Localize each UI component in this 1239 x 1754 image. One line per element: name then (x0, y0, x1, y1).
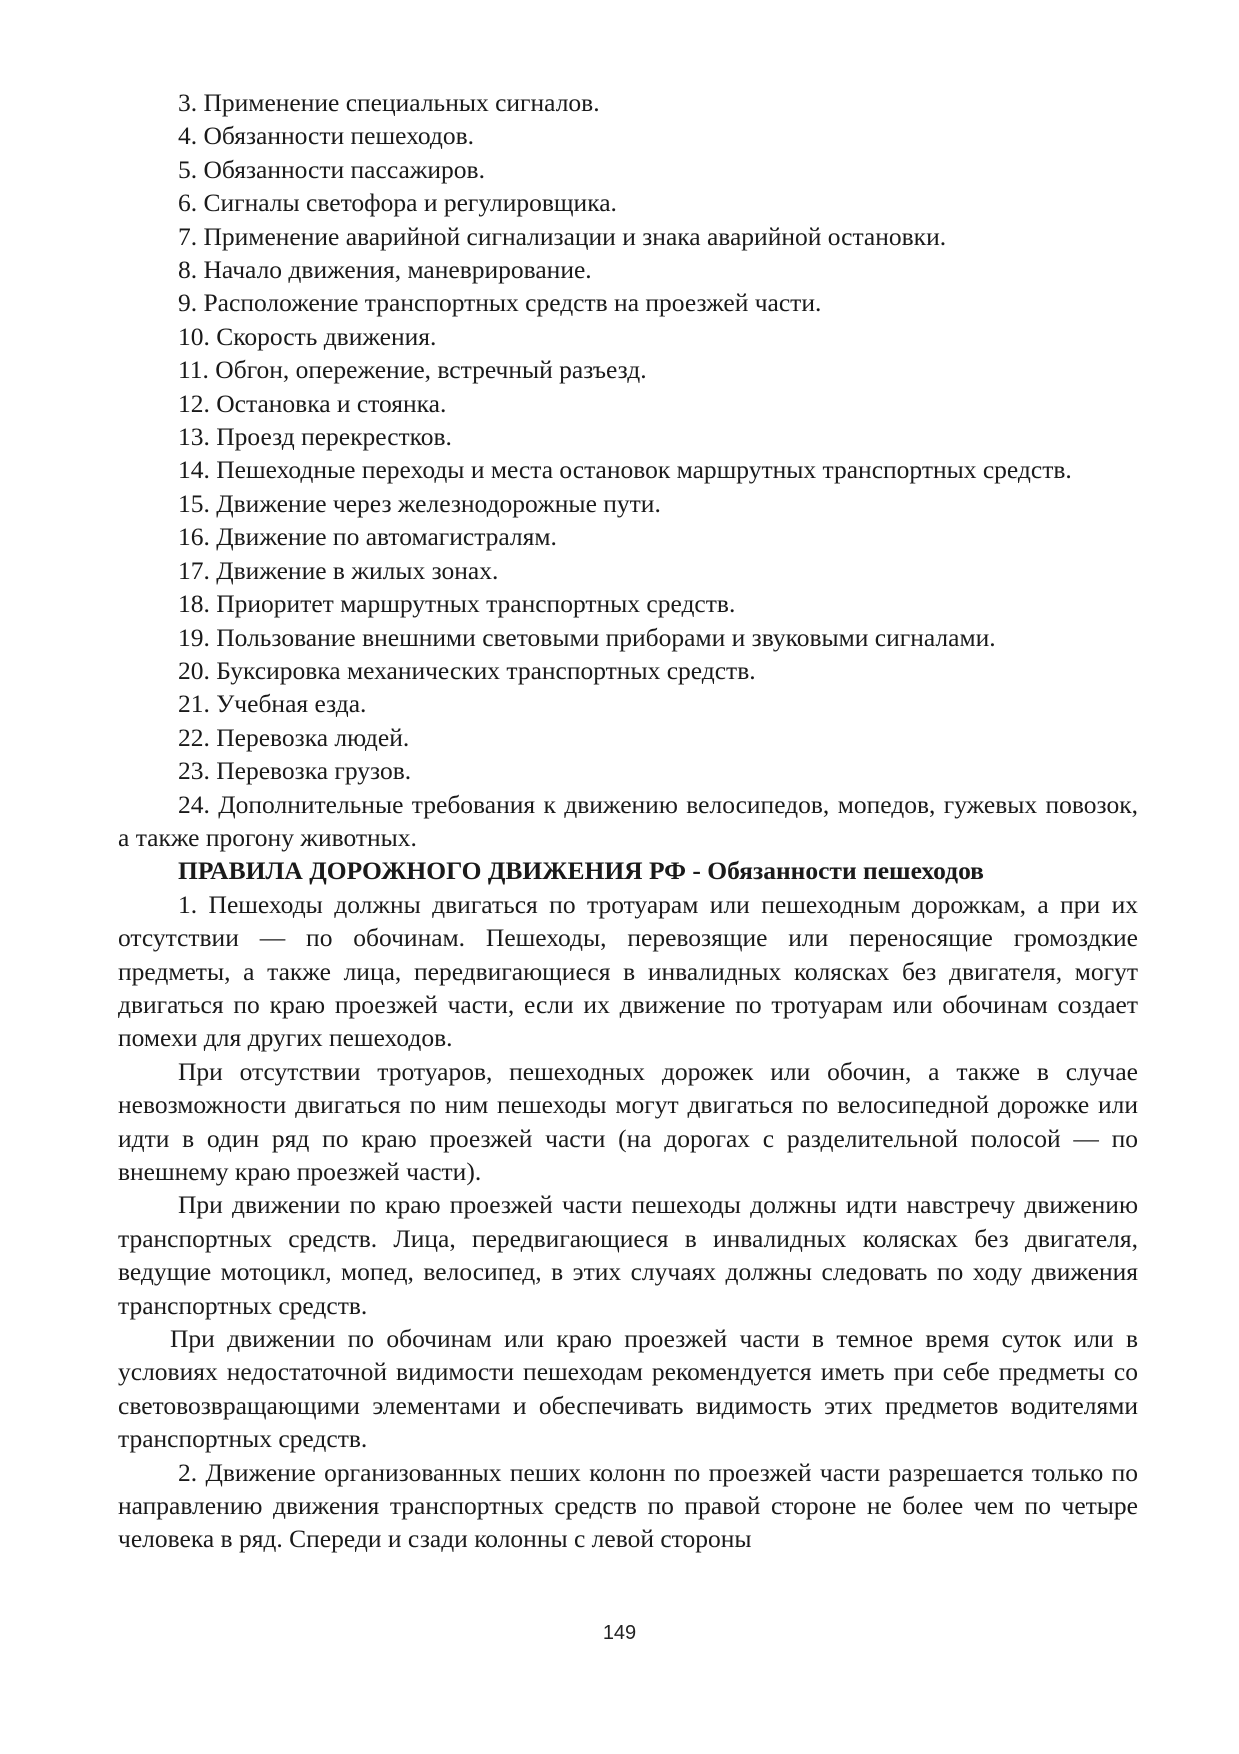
list-item: 9. Расположение транспортных средств на проезжей части. (178, 288, 822, 318)
list-item: 21. Учебная езда. (178, 689, 367, 719)
paragraph: При отсутствии тротуаров, пешеходных дорожек или обочин, а также в случае невозможности двигаться по ним пешеходы могут двигаться по велосипедной дорожке или идти в один ряд по краю проезжей части (на дорогах с разделительной полосой — по внешнему краю проезжей части). (118, 1056, 1138, 1186)
list-item: 14. Пешеходные переходы и места остановок маршрутных транспортных средств. (178, 455, 1072, 485)
section-heading: ПРАВИЛА ДОРОЖНОГО ДВИЖЕНИЯ РФ - Обязанности пешеходов (178, 856, 984, 886)
list-item: 13. Проезд перекрестков. (178, 422, 452, 452)
list-item: 20. Буксировка механических транспортных средств. (178, 655, 756, 685)
list-item: 8. Начало движения, маневрирование. (178, 255, 592, 285)
list-item: 7. Применение аварийной сигнализации и знака аварийной остановки. (178, 221, 947, 251)
list-item: 11. Обгон, опережение, встречный разъезд. (178, 355, 647, 385)
list-item: 23. Перевозка грузов. (178, 756, 412, 786)
paragraph: При движении по краю проезжей части пешеходы должны идти навстречу движению транспортных средств. Лица, передвигающиеся в инвалидных колясках без двигателя, ведущие мотоцикл, мопед, велосипед, в этих случаях должны следовать по ходу движения транспортных средств. (118, 1190, 1138, 1320)
page-number: 149 (602, 1622, 637, 1644)
list-item: 5. Обязанности пассажиров. (178, 154, 485, 184)
list-item: 4. Обязанности пешеходов. (178, 121, 475, 151)
list-item: 19. Пользование внешними световыми приборами и звуковыми сигналами. (178, 622, 996, 652)
paragraph: 2. Движение организованных пеших колонн по проезжей части разрешается только по направлению движения транспортных средств по правой стороне не более чем по четыре человека в ряд. Спереди и сзади колонны с левой стороны (118, 1457, 1138, 1554)
list-item: 15. Движение через железнодорожные пути. (178, 488, 661, 518)
page-body (118, 86, 1138, 1556)
list-item: 10. Скорость движения. (178, 321, 437, 351)
list-item: 24. Дополнительные требования к движению велосипедов, мопедов, гужевых повозок, а также прогону животных. (118, 789, 1138, 852)
paragraph: 1. Пешеходы должны двигаться по тротуарам или пешеходным дорожкам, а при их отсутствии — по обочинам. Пешеходы, перевозящие или переносящие громоздкие предметы, а также лица, передвигающиеся в инвалидных колясках без двигателя, могут двигаться по краю проезжей части, если их движение по тротуарам или обочинам создает помехи для других пешеходов. (118, 889, 1138, 1053)
list-item: 16. Движение по автомагистралям. (178, 522, 557, 552)
list-item: 12. Остановка и стоянка. (178, 388, 447, 418)
list-item: 17. Движение в жилых зонах. (178, 555, 499, 585)
list-item: 22. Перевозка людей. (178, 722, 410, 752)
paragraph: При движении по обочинам или краю проезжей части в темное время суток или в условиях недостаточной видимости пешеходам рекомендуется иметь при себе предметы со световозвращающими элементами и обеспечивать видимость этих предметов водителями транспортных средств. (118, 1324, 1138, 1454)
list-item: 3. Применение специальных сигналов. (178, 88, 600, 117)
list-item: 18. Приоритет маршрутных транспортных средств. (178, 589, 736, 619)
list-item: 6. Сигналы светофора и регулировщика. (178, 188, 617, 218)
